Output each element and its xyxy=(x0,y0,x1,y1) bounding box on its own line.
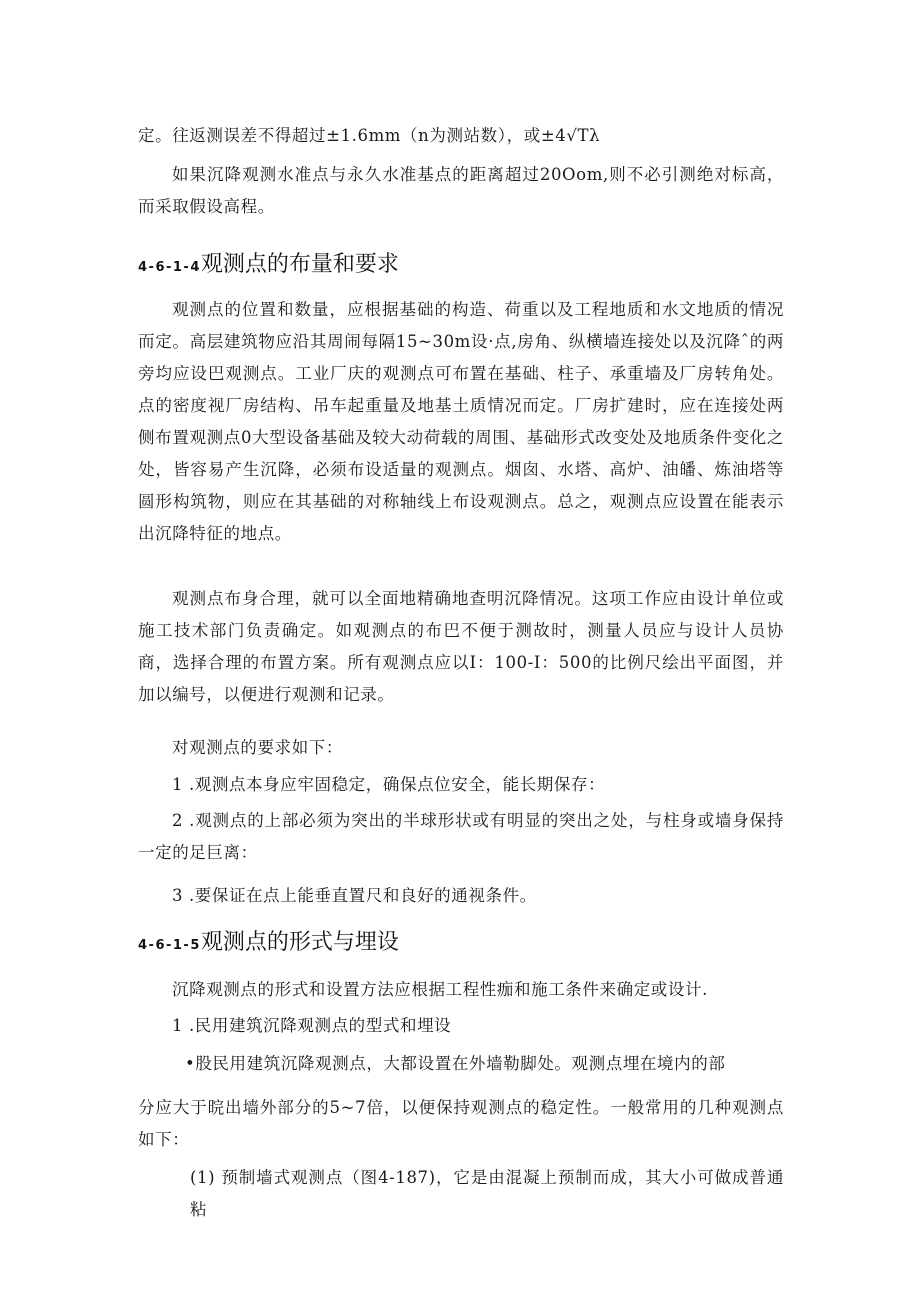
paragraph-point-layout: 观测点的位置和数量，应根据基础的构造、荷重以及工程地质和水文地质的情况而定。高层建筑物应沿其周闹每隔15~30m设·点,房角、纵横墙连接处以及沉降ˆ的两旁均应设巴观测点。工业厂庆的观测点可布置在基础、柱子、承重墙及厂房转角处。点的密度视厂房结构、吊车起重量及地基土质情况而定。厂房扩建时，应在连接处两侧布置观测点0大型设备基础及较大动荷载的周围、基础形式改变处及地质条件变化之处，皆容易产生沉降，必须布设适量的观测点。烟囱、水塔、高炉、油皤、炼油塔等圆形构筑物，则应在其基础的对称轴线上布设观测点。总之，观测点应设置在能表示出沉降特征的地点。 xyxy=(138,300,784,543)
section-number: 4-6-1-4 xyxy=(138,260,201,275)
paragraph-point-forms: 沉降观测点的形式和设置方法应根据工程性痂和施工条件来确定或设计. xyxy=(172,980,708,999)
paragraph-error-limit: 定。往返测误差不得超过±1.6mm（n为测站数），或±4√Tλ xyxy=(138,126,601,145)
paragraph-point-planning: 观测点布身合理，就可以全面地精确地查明沉降情况。这项工作应由设计单位或施工技术部门负责确定。如观测点的布巴不便于测故时，测量人员应与设计人员协商，选择合理的布置方案。所有观测点应以I：100-I：500的比例尺绘出平面图，并加以编号，以便进行观测和记录。 xyxy=(138,589,784,704)
list-item-requirement-1: 1 .观测点本身应牢固稳定，确保点位安全，能长期保存： xyxy=(172,775,606,794)
paragraph-civil-points-intro: •股民用建筑沉降观测点，大都设置在外墙勒脚处。观测点埋在境内的部 xyxy=(185,1054,726,1073)
list-item-requirement-2: 2 .观测点的上部必须为突出的半球形状或有明显的突出之处，与柱身或墙身保持一定的足巨离： xyxy=(138,811,784,862)
list-item-prefab-wall-point: (1) 预制墙式观测点（图4-187)，它是由混凝上预制而成，其大小可做成普通粘 xyxy=(190,1168,784,1219)
list-item-civil-points: 1 .民用建筑沉降观测点的型式和埋设 xyxy=(172,1016,452,1035)
section-title: 观测点的布量和要求 xyxy=(200,252,399,277)
paragraph-civil-points-cont: 分应大于晥出墙外部分的5~7倍，以便保持观测点的稳定性。一般常用的几种观测点如下： xyxy=(138,1098,784,1149)
list-item-requirement-3: 3 .要保证在点上能垂直置尺和良好的通视条件。 xyxy=(172,886,537,905)
section-number: 4-6-1-5 xyxy=(138,938,201,953)
section-title: 观测点的形式与埋设 xyxy=(200,930,399,955)
paragraph-requirements-intro: 对观测点的要求如下： xyxy=(172,738,343,757)
paragraph-benchmark-distance: 如果沉降观测水准点与永久水准基点的距离超过20Oom,则不必引测绝对标高，而采取假设高程。 xyxy=(138,165,784,216)
section-heading-4-6-1-4 xyxy=(138,250,784,283)
section-heading-4-6-1-5 xyxy=(138,928,784,961)
